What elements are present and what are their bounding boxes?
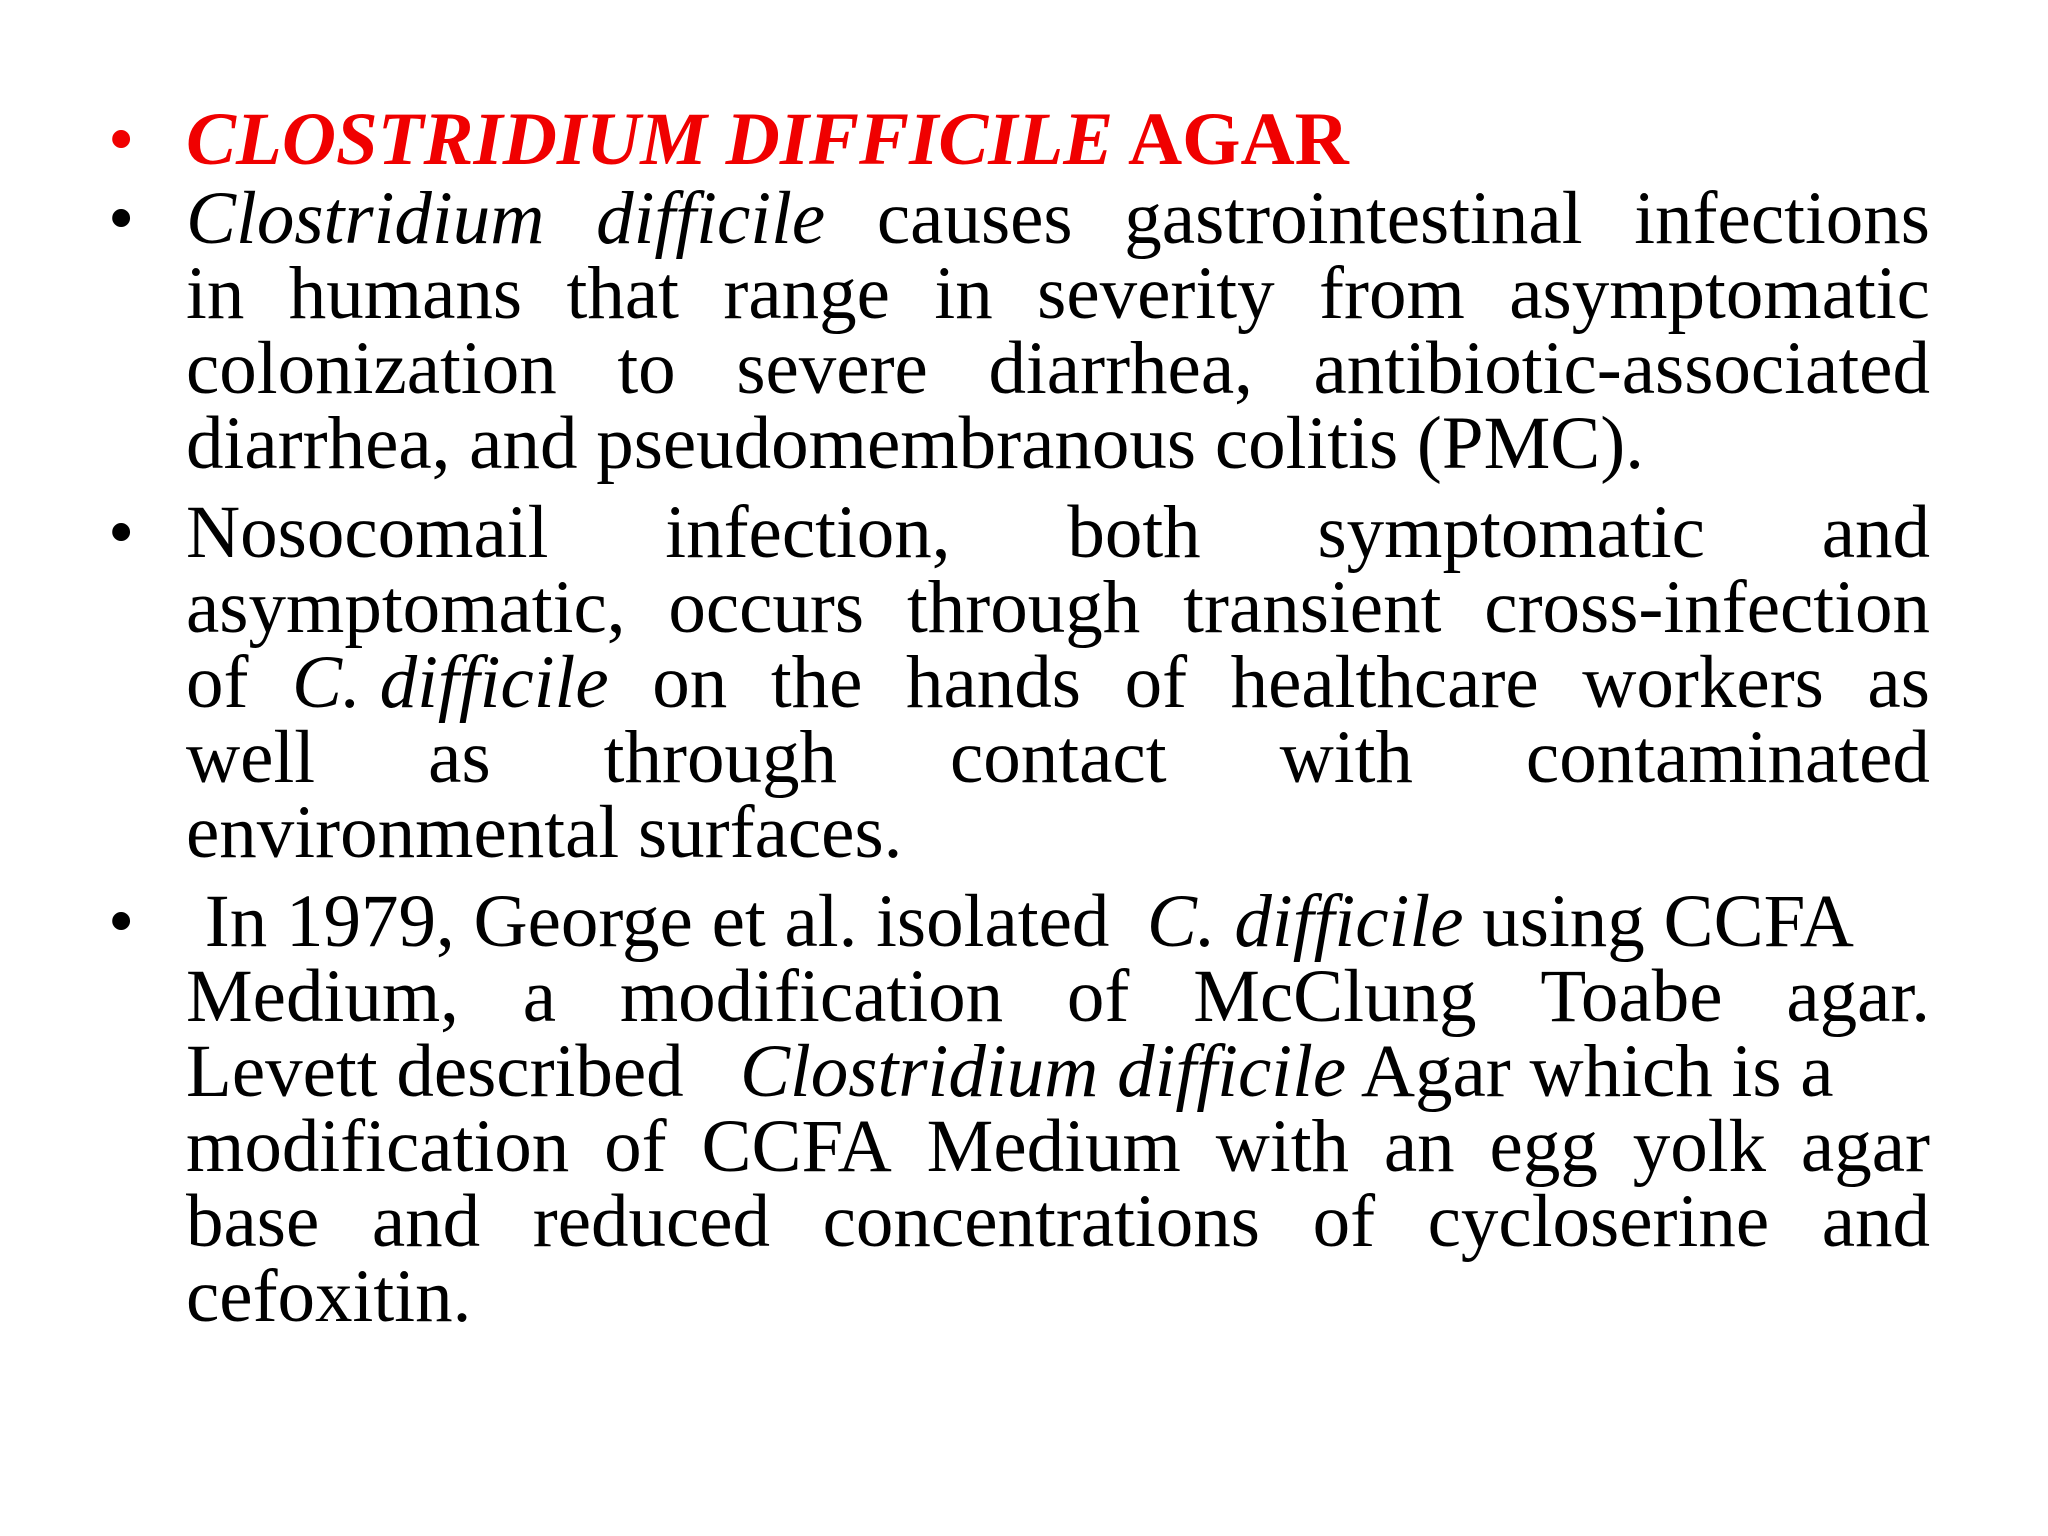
bullet-glyph: • — [108, 98, 135, 181]
bullet-glyph: • — [108, 880, 135, 963]
p2-word: the — [770, 641, 863, 724]
p1-word: infections — [1634, 177, 1930, 260]
word: well — [186, 716, 316, 799]
p2-word: workers — [1582, 641, 1824, 724]
bullet-paragraph-2 — [108, 491, 1930, 874]
p3-line-6 — [186, 1255, 1930, 1338]
p1-italic-a: Clostridium — [186, 177, 545, 260]
word: contaminated — [1525, 716, 1930, 799]
word: of — [1066, 955, 1130, 1038]
bullet-glyph: • — [108, 491, 135, 574]
word: that — [566, 252, 679, 335]
word: and — [1821, 1180, 1930, 1263]
p2-line-4 — [186, 716, 1930, 799]
p2-line-5-text: environmental surfaces. — [186, 791, 903, 874]
word: Nosocomail — [186, 491, 549, 574]
word: severity — [1037, 252, 1275, 335]
p3-line-2 — [186, 955, 1930, 1038]
word: from — [1319, 252, 1465, 335]
p2-line-5 — [186, 791, 1930, 874]
p2-word: hands — [906, 641, 1081, 724]
p1-word: gastrointestinal — [1124, 177, 1583, 260]
p3-line-5 — [186, 1180, 1930, 1263]
p1-line-1 — [186, 177, 1930, 260]
word: asymptomatic — [1509, 252, 1930, 335]
word: range — [723, 252, 890, 335]
p3-line-1-b: using CCFA — [1463, 880, 1854, 963]
word: in — [934, 252, 993, 335]
word: and — [371, 1180, 481, 1263]
p3-line-3-a: Levett described — [186, 1030, 740, 1113]
word: modification — [619, 955, 1004, 1038]
bullet-glyph: • — [108, 177, 135, 260]
word: yolk — [1632, 1105, 1767, 1188]
word: infection, — [665, 491, 951, 574]
slide-title — [108, 98, 1930, 181]
word: agar. — [1786, 955, 1930, 1038]
word: as — [428, 716, 491, 799]
p3-line-3 — [186, 1030, 1930, 1113]
p2-line-1 — [186, 491, 1930, 574]
p3-line-4 — [186, 1105, 1930, 1188]
word: egg — [1489, 1105, 1598, 1188]
word: cross-infection — [1484, 566, 1930, 649]
word: of — [1312, 1180, 1376, 1263]
p1-line-4-text: diarrhea, and pseudomembranous colitis (PMC). — [186, 402, 1645, 485]
p1-line-2 — [186, 252, 1930, 335]
word: and — [1821, 491, 1930, 574]
word: colonization — [186, 327, 557, 410]
word: through — [906, 566, 1141, 649]
word: cycloserine — [1427, 1180, 1770, 1263]
p2-line-3 — [186, 641, 1930, 724]
word: symptomatic — [1317, 491, 1705, 574]
p2-word: of — [186, 641, 249, 724]
word: reduced — [532, 1180, 771, 1263]
word: antibiotic-associated — [1313, 327, 1930, 410]
word: asymptomatic, — [186, 566, 626, 649]
word: CCFA — [701, 1105, 892, 1188]
p2-italic: C. difficile — [292, 641, 609, 724]
p2-word: as — [1867, 641, 1930, 724]
title-italic: CLOSTRIDIUM DIFFICILE — [186, 98, 1114, 181]
word: contact — [950, 716, 1167, 799]
p1-line-4 — [186, 402, 1930, 485]
word: severe — [736, 327, 928, 410]
p1-line-3 — [186, 327, 1930, 410]
word: diarrhea, — [988, 327, 1253, 410]
word: with — [1279, 716, 1413, 799]
word: Medium — [926, 1105, 1181, 1188]
p3-italic-1: C. difficile — [1146, 880, 1464, 963]
word: a — [522, 955, 557, 1038]
word: base — [186, 1180, 320, 1263]
word: Medium, — [186, 955, 459, 1038]
word: Toabe — [1540, 955, 1723, 1038]
word: with — [1215, 1105, 1350, 1188]
bullet-list — [108, 98, 1930, 1348]
word: through — [603, 716, 837, 799]
word: in — [186, 252, 245, 335]
title-plain: AGAR — [1113, 98, 1349, 181]
bullet-paragraph-3 — [108, 880, 1930, 1338]
p2-word: of — [1124, 641, 1188, 724]
word: humans — [288, 252, 523, 335]
p1-italic-b: difficile — [596, 177, 826, 260]
p2-word: healthcare — [1230, 641, 1539, 724]
p1-word: causes — [876, 177, 1073, 260]
p3-line-1-a: In 1979, George et al. isolated — [186, 880, 1147, 963]
word: concentrations — [822, 1180, 1260, 1263]
word: agar — [1800, 1105, 1930, 1188]
word: transient — [1183, 566, 1442, 649]
p2-word: on — [652, 641, 728, 724]
word: modification — [186, 1105, 570, 1188]
p3-line-6-text: cefoxitin. — [186, 1255, 472, 1338]
word: of — [604, 1105, 667, 1188]
p2-line-2 — [186, 566, 1930, 649]
word: McClung — [1193, 955, 1477, 1038]
p3-italic-2: Clostridium difficile — [739, 1030, 1347, 1113]
word: to — [617, 327, 676, 410]
p3-line-3-b: Agar which is a — [1346, 1030, 1834, 1113]
word: an — [1383, 1105, 1455, 1188]
p3-line-1 — [186, 880, 1930, 963]
word: occurs — [668, 566, 865, 649]
bullet-paragraph-1 — [108, 177, 1930, 485]
word: both — [1067, 491, 1201, 574]
